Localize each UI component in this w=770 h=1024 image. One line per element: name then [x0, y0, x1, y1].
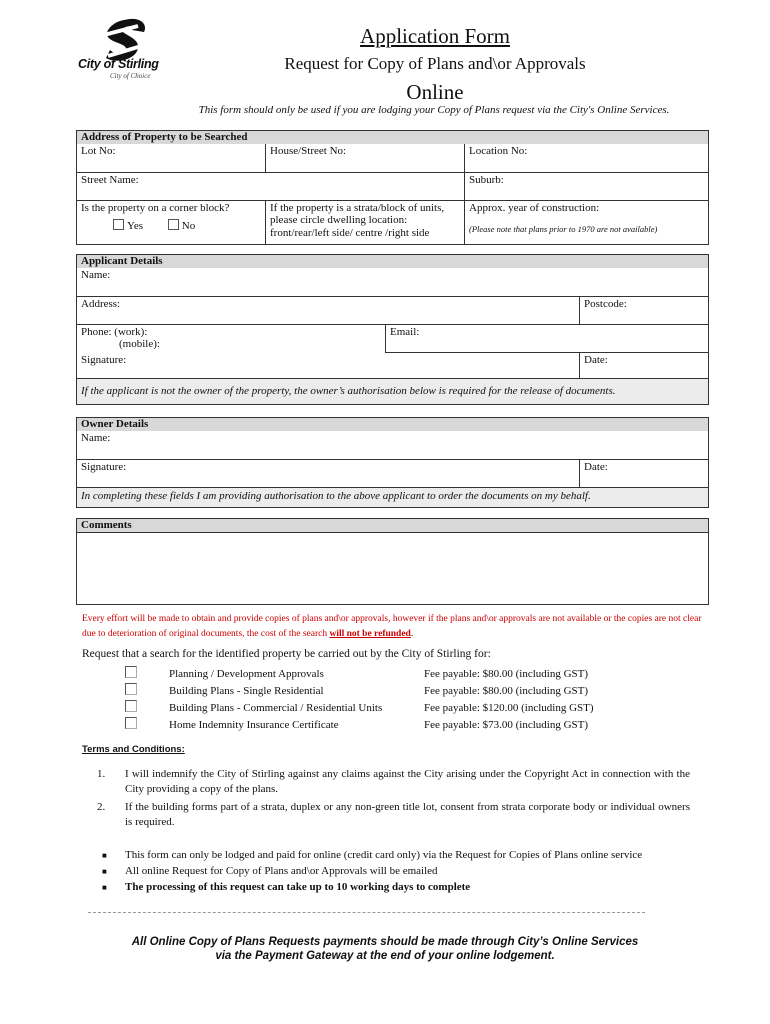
lot-label: Lot No:: [81, 145, 116, 157]
applicant-address-field[interactable]: [77, 296, 580, 324]
year-field[interactable]: [465, 200, 709, 244]
terms-item: [97, 767, 690, 797]
no-label: No: [181, 219, 196, 232]
payment-footer: [0, 935, 770, 963]
email-field[interactable]: [386, 324, 709, 352]
owner-signature-label: Signature:: [81, 460, 127, 473]
bullet-text: All online Request for Copy of Plans and\or Approvals will be emailed: [125, 865, 438, 877]
street-field[interactable]: [77, 172, 465, 200]
terms-number: 1.: [97, 768, 106, 780]
separator-line: [88, 912, 645, 913]
request-item-label: Home Indemnity Insurance Certificate: [169, 719, 339, 731]
terms-text: I will indemnify the City of Stirling against any claims against the City arising under the Copyright Act in connection with the City providing a copy of the plans.: [125, 768, 690, 795]
bullet-icon: ■: [102, 883, 107, 892]
phone-field[interactable]: [77, 324, 386, 352]
form-subtitle-online: Online: [406, 80, 464, 104]
property-heading: Address of Property to be Searched: [77, 131, 709, 145]
bullet-text: This form can only be lodged and paid for online (credit card only) via the Request for Copies of Plans online service: [125, 849, 643, 861]
owner-heading: Owner Details: [77, 418, 709, 432]
request-item-fee: Fee payable: $120.00 (including GST): [424, 702, 594, 714]
request-item-fee: Fee payable: $80.00 (including GST): [424, 685, 589, 697]
terms-number: 2.: [97, 801, 106, 813]
usage-note: This form should only be used if you are lodging your Copy of Plans request via the City's Online Services.: [198, 104, 670, 116]
terms-heading: Terms and Conditions:: [82, 744, 185, 755]
request-item-fee: Fee payable: $80.00 (including GST): [424, 668, 589, 680]
bullet-icon: ■: [102, 851, 107, 860]
bullet-text: The processing of this request can take up to 10 working days to complete: [125, 881, 471, 893]
request-item-label: Building Plans - Single Residential: [169, 685, 324, 697]
owner-section: [76, 417, 709, 508]
location-field[interactable]: [465, 144, 709, 172]
strata-location[interactable]: If the property is a strata/block of units, please circle dwelling location: front/rear/left side/ centre /right side: [266, 200, 465, 244]
terms-text: If the building forms part of a strata, duplex or any non-green title lot, consent from strata corporate body or individual owners is required.: [125, 801, 690, 828]
request-checkbox[interactable]: [125, 700, 137, 712]
suburb-label: Suburb:: [469, 173, 504, 186]
request-checkbox[interactable]: [125, 717, 137, 729]
owner-name-label: Name:: [81, 432, 111, 444]
notice-end: .: [410, 629, 414, 639]
corner-yes-checkbox[interactable]: [113, 219, 124, 230]
request-checkbox[interactable]: [125, 666, 137, 678]
location-label: Location No:: [469, 145, 528, 157]
applicant-date-field[interactable]: [580, 352, 709, 378]
refund-notice: [82, 612, 702, 642]
owner-authorisation-note: If the applicant is not the owner of the property, the owner’s authorisation below is required for the release of documents.: [77, 378, 709, 404]
comments-section: [76, 518, 709, 605]
logo-tagline: City of Choice: [110, 72, 151, 80]
bullet-item: [100, 880, 690, 895]
suburb-field[interactable]: [465, 172, 709, 200]
applicant-signature-label: Signature:: [81, 353, 127, 366]
postcode-field[interactable]: [580, 296, 709, 324]
request-item-label: Planning / Development Approvals: [169, 668, 324, 680]
yes-label: Yes: [127, 219, 144, 232]
applicant-section: [76, 254, 709, 405]
request-item-fee: Fee payable: $73.00 (including GST): [424, 719, 589, 731]
property-section: [76, 130, 709, 245]
logo-name: City of Stirling: [78, 57, 159, 71]
owner-signature-field[interactable]: [77, 459, 580, 487]
owner-date-label: Date:: [584, 460, 608, 473]
bullet-icon: ■: [102, 867, 107, 876]
notice-text: Every effort will be made to obtain and provide copies of plans and\or approvals, however if the plans and\or approvals are not available or the copies are not clear due to deterioration of original documents, the cost of the search: [82, 614, 702, 639]
form-title: Application Form: [360, 24, 510, 48]
comments-textarea[interactable]: [77, 533, 709, 605]
footer-line-1: All Online Copy of Plans Requests payments should be made through City’s Online Services: [131, 936, 639, 948]
applicant-name-field[interactable]: [77, 268, 709, 296]
year-note: (Please note that plans prior to 1970 are not available): [469, 223, 658, 234]
bullet-item: [100, 864, 690, 879]
applicant-date-label: Date:: [584, 353, 608, 366]
request-intro: Request that a search for the identified property be carried out by the City of Stirling for:: [82, 648, 491, 660]
corner-no-checkbox[interactable]: [168, 219, 179, 230]
request-checkbox[interactable]: [125, 683, 137, 695]
request-item-label: Building Plans - Commercial / Residential Units: [169, 702, 383, 714]
phone-work-label: Phone: (work):: [81, 325, 148, 338]
notice-bold: will not be refunded: [329, 629, 411, 639]
postcode-label: Postcode:: [584, 297, 627, 310]
bullet-item: [100, 848, 690, 863]
owner-date-field[interactable]: [580, 459, 709, 487]
applicant-address-label: Address:: [81, 297, 121, 310]
house-label: House/Street No:: [270, 145, 347, 157]
form-subtitle: Request for Copy of Plans and\or Approvals: [284, 54, 586, 73]
owner-name-field[interactable]: [77, 431, 709, 459]
lot-field[interactable]: [77, 144, 266, 172]
house-field[interactable]: [266, 144, 465, 172]
phone-mobile-label: (mobile):: [119, 337, 160, 350]
applicant-name-label: Name:: [81, 269, 111, 281]
terms-item: [97, 800, 690, 830]
email-label: Email:: [390, 325, 420, 338]
applicant-heading: Applicant Details: [77, 255, 709, 269]
year-label: Approx. year of construction:: [469, 201, 600, 214]
corner-question: [77, 200, 266, 244]
corner-label: Is the property on a corner block?: [81, 201, 230, 214]
comments-heading: Comments: [77, 519, 709, 533]
street-label: Street Name:: [81, 173, 139, 186]
applicant-signature-field[interactable]: [77, 352, 580, 378]
footer-line-2: via the Payment Gateway at the end of your online lodgement.: [215, 950, 555, 962]
owner-auth-note: In completing these fields I am providing authorisation to the above applicant to order the documents on my behalf.: [77, 487, 709, 507]
